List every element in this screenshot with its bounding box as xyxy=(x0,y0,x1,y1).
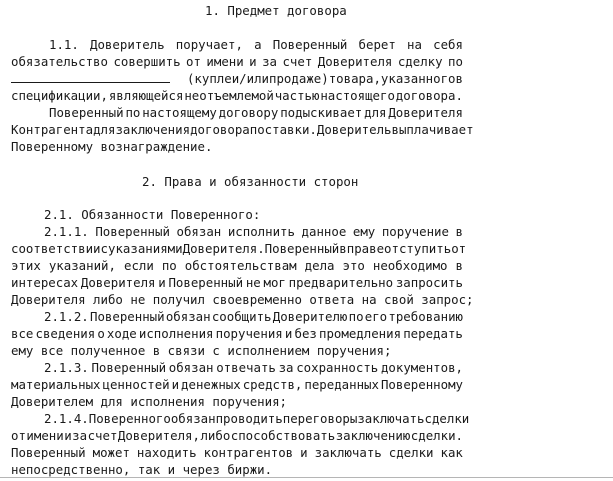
word: Доверителю xyxy=(272,309,348,324)
word: не xyxy=(245,275,261,290)
paragraph-2-1-4-line-4: непосредственно, так и через биржи. xyxy=(11,462,273,477)
word: берет xyxy=(358,37,396,52)
word: и xyxy=(64,428,72,443)
word: по xyxy=(448,54,463,69)
word: настоящему xyxy=(142,105,217,120)
page-bottom-divider xyxy=(0,477,613,478)
word: имени xyxy=(26,428,64,443)
word: обязательство xyxy=(11,54,108,69)
word: средств, xyxy=(242,377,303,392)
paragraph-2-1-3-line-3: Доверителем для исполнения поручения; xyxy=(11,394,288,409)
word: для xyxy=(364,105,387,120)
word: и xyxy=(284,326,293,341)
word: находить xyxy=(136,445,197,460)
word: договора xyxy=(190,122,250,137)
word: Поверенный xyxy=(49,105,124,120)
paragraph-2-1: 2.1. Обязанности Поверенного: xyxy=(44,207,261,222)
word: переданных xyxy=(304,377,379,392)
word: 1.1. xyxy=(49,37,79,52)
word: вправе xyxy=(339,241,385,256)
word: все xyxy=(11,326,34,341)
word: денежных xyxy=(181,377,241,392)
word: выплачивает xyxy=(391,122,474,137)
word: ему xyxy=(352,224,376,239)
word: сделку xyxy=(397,54,443,69)
paragraph-2-1-2-line-2 xyxy=(11,325,463,342)
word: промедления xyxy=(319,326,402,341)
word: и xyxy=(158,275,166,290)
word: Доверителя xyxy=(80,275,156,290)
word: передать xyxy=(403,326,463,341)
word: Поверенный xyxy=(264,241,340,256)
paragraph-2-1-1-line-5: Доверителя либо не получил своевременно ответа на свой запрос; xyxy=(11,292,474,307)
word: договору xyxy=(218,105,279,120)
word: совершить xyxy=(113,54,181,69)
word: без xyxy=(294,326,317,341)
word: от xyxy=(11,428,26,443)
word: товара, xyxy=(328,71,381,86)
word: сделки. xyxy=(410,428,463,443)
word: обязан xyxy=(165,309,211,324)
word: (купле xyxy=(186,71,232,86)
word: Поверенный xyxy=(11,445,86,460)
word: Поверенный xyxy=(168,275,244,290)
word: интересах xyxy=(11,275,79,290)
paragraph-2-1-2-line-3: ему все полученное в связи с исполнением поручения; xyxy=(11,343,392,358)
word: либо xyxy=(200,428,231,443)
word: Доверитель xyxy=(90,37,165,52)
word: сведения xyxy=(35,326,96,341)
paragraph-1-1-line-2 xyxy=(11,53,463,70)
paragraph-2-1-4-line-2 xyxy=(11,427,463,444)
paragraph-2-1-4-line-3 xyxy=(11,444,463,461)
word: переговоры xyxy=(282,411,358,426)
word: заключению xyxy=(335,428,411,443)
paragraph-1-2-line-2 xyxy=(11,121,474,138)
word: в xyxy=(455,71,463,86)
word: Поверенный xyxy=(91,360,167,375)
word: в xyxy=(455,258,463,273)
word: а xyxy=(254,37,262,52)
word: исполнения xyxy=(138,326,214,341)
section-2-heading: 2. Права и обязанности сторон xyxy=(142,174,359,189)
word: материальных xyxy=(11,377,101,392)
word: контрагентов xyxy=(203,445,294,460)
word: от xyxy=(186,54,201,69)
word: отвечать xyxy=(216,360,276,375)
word: за xyxy=(278,360,294,375)
word: счет xyxy=(87,428,118,443)
word: обязан xyxy=(168,360,214,375)
word: сохранность xyxy=(296,360,379,375)
word: дела xyxy=(304,258,335,273)
paragraph-2-1-4-line-1 xyxy=(44,410,470,427)
word: 2.1.1. xyxy=(44,224,89,239)
word: 2.1.2. xyxy=(44,309,89,324)
word: проводить xyxy=(215,411,283,426)
word: счет xyxy=(282,54,313,69)
word: с xyxy=(100,241,108,256)
word: этих xyxy=(11,258,41,273)
word: ценностей xyxy=(102,377,170,392)
word: Поверенный xyxy=(95,224,170,239)
paragraph-2-1-3-line-2 xyxy=(11,376,463,393)
word: спецификации, xyxy=(11,88,108,103)
blank-underline-field xyxy=(11,70,170,83)
word: необходимо xyxy=(372,258,448,273)
word: Доверителя, xyxy=(117,428,200,443)
paragraph-2-1-3-line-1 xyxy=(44,359,463,376)
word: способствовать xyxy=(230,428,336,443)
word: неотъемлемой xyxy=(184,88,274,103)
paragraph-1-1-line-3-text xyxy=(170,70,463,87)
word: обязан xyxy=(170,411,216,426)
word: для xyxy=(93,122,116,137)
word: имени xyxy=(206,54,244,69)
paragraph-2-1-1-line-3 xyxy=(11,257,463,274)
word: ходе xyxy=(106,326,137,341)
word: сделки xyxy=(388,445,434,460)
word: в xyxy=(455,224,463,239)
paragraph-2-1-2-line-1 xyxy=(44,308,463,325)
word: поручение xyxy=(381,224,449,239)
paragraph-2-1-1-line-4 xyxy=(11,274,463,291)
word: обязан xyxy=(176,224,222,239)
word: отступить xyxy=(384,241,452,256)
word: поручения xyxy=(215,326,283,341)
word: продаже) xyxy=(269,71,329,86)
word: Поверенный xyxy=(90,309,165,324)
word: 2.1.4. xyxy=(44,411,89,426)
word: документов, xyxy=(380,360,463,375)
word: это xyxy=(342,258,365,273)
word: указаниями xyxy=(108,241,183,256)
word: мог xyxy=(263,275,286,290)
paragraph-1-1-line-3 xyxy=(11,70,463,87)
word: Доверителя xyxy=(388,105,463,120)
word: от xyxy=(451,241,467,256)
word: соответствии xyxy=(11,241,101,256)
word: и xyxy=(249,54,257,69)
word: Доверителя xyxy=(317,54,393,69)
word: обстоятельствам xyxy=(184,258,297,273)
word: подыскивает xyxy=(280,105,363,120)
word: как xyxy=(440,445,463,460)
word: указанного xyxy=(380,71,456,86)
word: указаний, xyxy=(48,258,116,273)
word: Поверенного xyxy=(88,411,171,426)
word: договора. xyxy=(395,88,463,103)
word: и xyxy=(171,377,180,392)
word: Поверенный xyxy=(272,37,348,52)
word: Доверителя. xyxy=(182,241,265,256)
word: по xyxy=(125,105,141,120)
word: частью xyxy=(274,88,320,103)
paragraph-2-1-1-line-1 xyxy=(44,223,463,240)
word: настоящего xyxy=(320,88,395,103)
word: его xyxy=(364,309,388,324)
word: за xyxy=(72,428,88,443)
section-1-heading: 1. Предмет договора xyxy=(205,3,347,18)
word: за xyxy=(262,54,278,69)
word: являющейся xyxy=(108,88,184,103)
word: заключения xyxy=(115,122,191,137)
word: Контрагента xyxy=(11,122,94,137)
word: сделки xyxy=(424,411,470,426)
word: Поверенному xyxy=(380,377,463,392)
word: исполнить xyxy=(227,224,295,239)
word: заключать xyxy=(357,411,425,426)
paragraph-1-1-line-4 xyxy=(11,87,463,104)
word: и xyxy=(300,445,308,460)
word: на xyxy=(407,37,422,52)
paragraph-1-2-line-3: Поверенному вознаграждение. xyxy=(11,139,213,154)
paragraph-2-1-1-line-2 xyxy=(11,240,467,257)
word: требованию xyxy=(388,309,463,324)
paragraph-1-2-line-1 xyxy=(49,104,463,121)
word: по xyxy=(348,309,364,324)
word: если xyxy=(123,258,154,273)
word: поставки. xyxy=(249,122,317,137)
paragraph-1-1-line-1 xyxy=(49,36,463,53)
word: поручает, xyxy=(175,37,243,52)
word: 2.1.3. xyxy=(44,360,89,375)
word: заключать xyxy=(314,445,382,460)
word: и/или xyxy=(231,71,270,86)
word: Доверитель xyxy=(316,122,392,137)
word: может xyxy=(92,445,130,460)
word: предварительно xyxy=(288,275,394,290)
word: запросить xyxy=(395,275,463,290)
word: по xyxy=(161,258,177,273)
word: сообщить xyxy=(211,309,272,324)
word: себя xyxy=(433,37,463,52)
word: о xyxy=(97,326,105,341)
word: данное xyxy=(301,224,347,239)
